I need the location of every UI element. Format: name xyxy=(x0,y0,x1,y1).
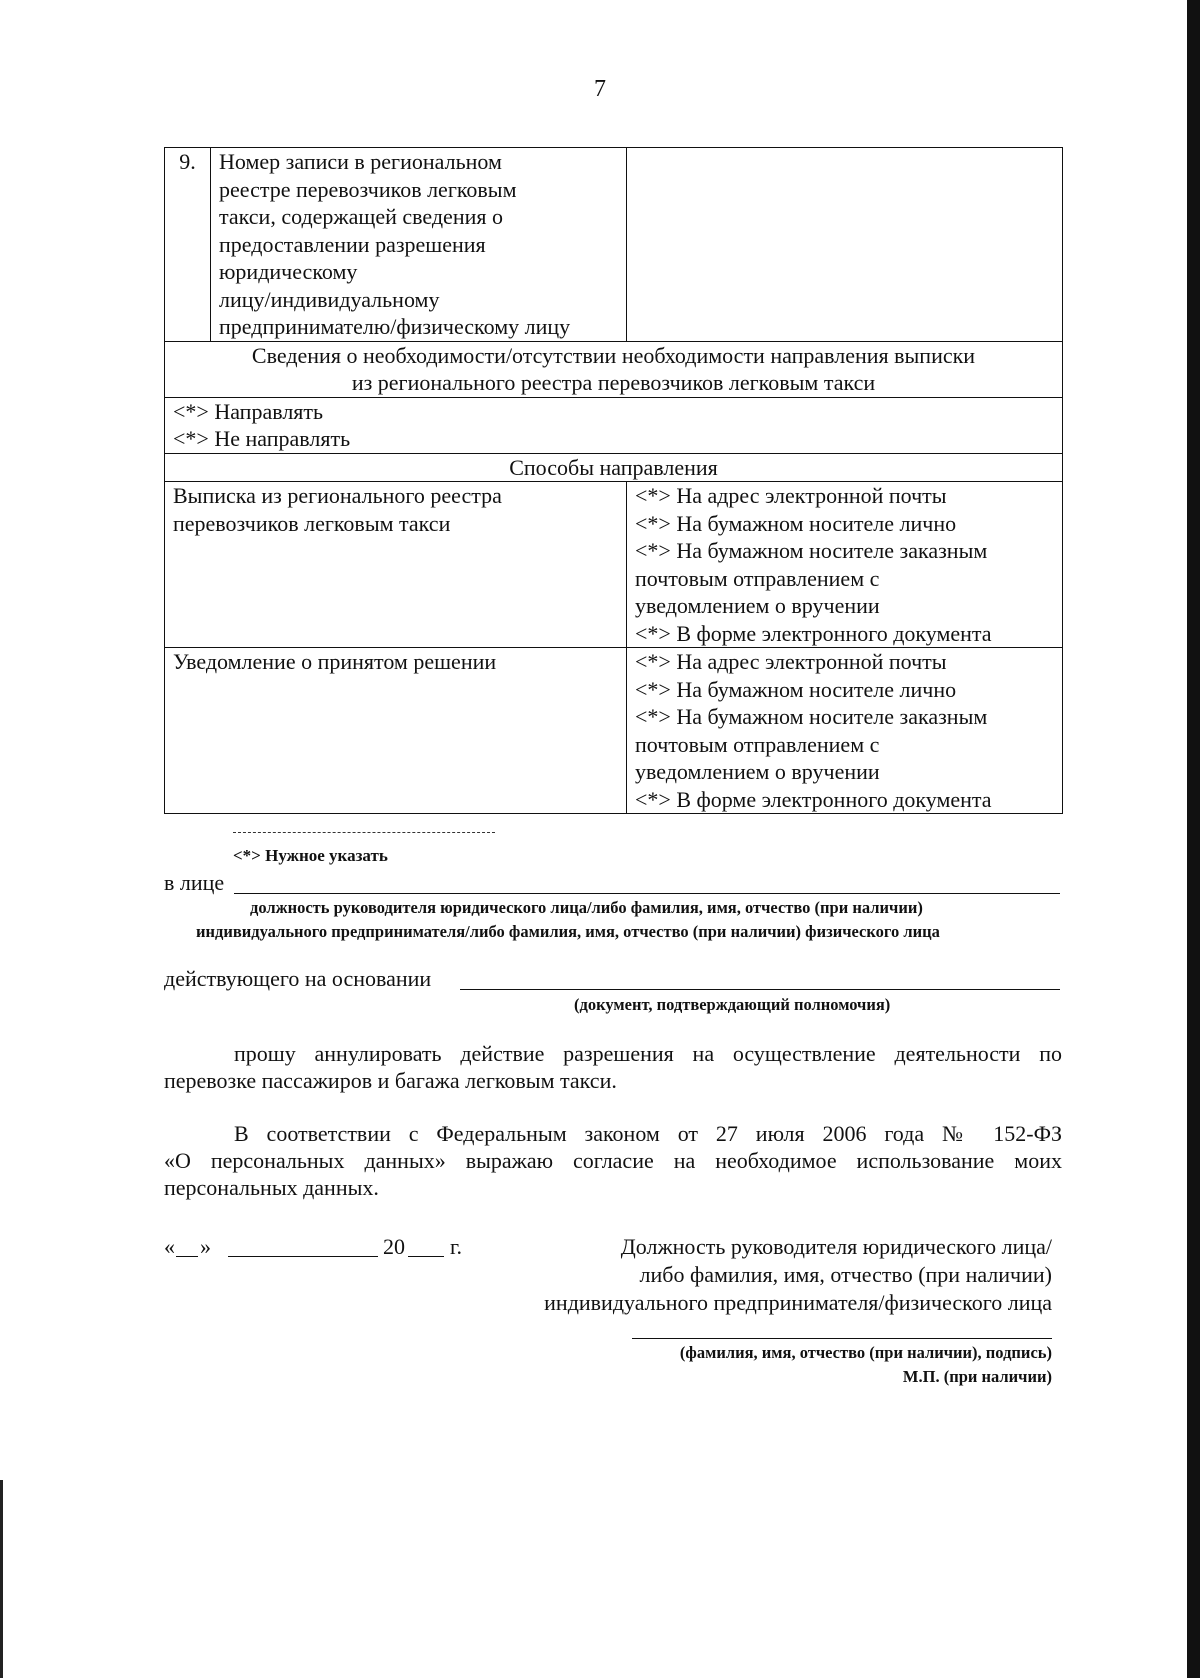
need-options xyxy=(165,397,1063,453)
need-header xyxy=(165,341,1063,397)
signer-line: Должность руководителя юридического лица/ xyxy=(620,1234,1052,1259)
date-year-prefix: 20 xyxy=(383,1234,405,1259)
notice-option-paper-in-person[interactable]: <*> На бумажном носителе лично xyxy=(635,676,957,702)
need-header-line: из регионального реестра перевозчиков легковым такси xyxy=(351,370,876,395)
consent-line: «О персональных данных» выражаю согласие на необходимое использование моих xyxy=(164,1148,1062,1173)
date-open-quote: « xyxy=(164,1234,175,1259)
row-9-label-line: реестре перевозчиков легковым xyxy=(219,176,517,202)
row-9-label-line: Номер записи в региональном xyxy=(219,149,502,174)
option-send[interactable]: <*> Направлять xyxy=(173,398,324,424)
notice-options xyxy=(627,648,1063,814)
notice-option-electronic[interactable]: <*> В форме электронного документа xyxy=(635,786,992,812)
extract-option-email[interactable]: <*> На адрес электронной почты xyxy=(635,483,947,508)
consent-paragraph xyxy=(164,1120,1062,1201)
date-close-quote: » xyxy=(200,1234,211,1259)
extract-option-registered-mail-cont: почтовым отправлением с xyxy=(635,565,880,591)
request-line: перевозке пассажиров и багажа легковым такси. xyxy=(164,1068,617,1093)
in-person-field[interactable] xyxy=(234,893,1060,894)
notice-option-email[interactable]: <*> На адрес электронной почты xyxy=(635,649,947,674)
application-table xyxy=(164,147,1063,814)
date-month-field[interactable] xyxy=(228,1256,378,1257)
extract-label-line: перевозчиков легковым такси xyxy=(173,510,451,536)
row-9-value-field[interactable] xyxy=(627,148,1063,342)
signature-hint: (фамилия, имя, отчество (при наличии), подпись) xyxy=(679,1343,1052,1362)
extract-label xyxy=(165,482,627,648)
scan-edge-left xyxy=(0,1480,3,1678)
date-year-suffix: г. xyxy=(450,1234,463,1259)
request-line: прошу аннулировать действие разрешения на осуществление деятельности по xyxy=(234,1041,1062,1066)
extract-label-line: Выписка из регионального реестра xyxy=(173,483,502,508)
extract-option-registered-mail[interactable]: <*> На бумажном носителе заказным xyxy=(635,538,988,563)
methods-header: Способы направления xyxy=(165,453,1063,482)
row-9-label-line: лицу/индивидуальному xyxy=(219,286,440,312)
signature-field[interactable] xyxy=(632,1338,1052,1339)
extract-options xyxy=(627,482,1063,648)
date-day-field[interactable] xyxy=(176,1256,198,1257)
row-9-label-line: предпринимателю/физическому лицу xyxy=(219,314,571,339)
in-person-hint: должность руководителя юридического лица/либо фамилия, имя, отчество (при наличии) xyxy=(250,898,923,917)
row-9-label xyxy=(211,148,627,342)
row-9-number: 9. xyxy=(165,148,211,342)
row-9 xyxy=(165,148,1063,342)
scan-edge-right xyxy=(1187,0,1200,1678)
row-9-label-line: такси, содержащей сведения о xyxy=(219,204,503,229)
seal-hint: М.П. (при наличии) xyxy=(902,1367,1052,1386)
basis-label: действующего на основании xyxy=(164,966,432,991)
footnote: <*> Нужное указать xyxy=(233,846,388,865)
methods-header-row xyxy=(165,453,1063,482)
extract-option-electronic[interactable]: <*> В форме электронного документа xyxy=(635,620,992,646)
page-number: 7 xyxy=(594,76,606,102)
signer-line: либо фамилия, имя, отчество (при наличии) xyxy=(639,1262,1052,1287)
option-do-not-send[interactable]: <*> Не направлять xyxy=(173,426,351,451)
extract-option-paper-in-person[interactable]: <*> На бумажном носителе лично xyxy=(635,510,957,536)
extract-row xyxy=(165,482,1063,648)
in-person-label: в лице xyxy=(164,870,225,895)
consent-line: персональных данных. xyxy=(164,1175,379,1200)
signer-line: индивидуального предпринимателя/физического лица xyxy=(544,1290,1052,1315)
notice-label: Уведомление о принятом решении xyxy=(165,648,627,814)
footnote-rule xyxy=(233,832,495,833)
basis-hint: (документ, подтверждающий полномочия) xyxy=(574,995,891,1014)
in-person-hint: индивидуального предпринимателя/либо фамилия, имя, отчество (при наличии) физического лица xyxy=(196,922,940,941)
basis-field[interactable] xyxy=(460,989,1060,990)
request-paragraph xyxy=(164,1040,1062,1094)
date-year-field[interactable] xyxy=(408,1256,444,1257)
notice-option-registered-mail-cont: уведомлением о вручении xyxy=(635,759,880,784)
need-header-line: Сведения о необходимости/отсутствии необходимости направления выписки xyxy=(251,342,976,368)
consent-line: В соответствии с Федеральным законом от 27 июля 2006 года № 152-ФЗ xyxy=(234,1121,1062,1146)
row-9-label-line: предоставлении разрешения xyxy=(219,231,486,257)
extract-option-registered-mail-cont: уведомлением о вручении xyxy=(635,593,880,618)
need-header-row xyxy=(165,341,1063,397)
notice-option-registered-mail-cont: почтовым отправлением с xyxy=(635,731,880,757)
need-options-row xyxy=(165,397,1063,453)
notice-row xyxy=(165,648,1063,814)
notice-option-registered-mail[interactable]: <*> На бумажном носителе заказным xyxy=(635,704,988,729)
row-9-label-line: юридическому xyxy=(219,259,358,284)
